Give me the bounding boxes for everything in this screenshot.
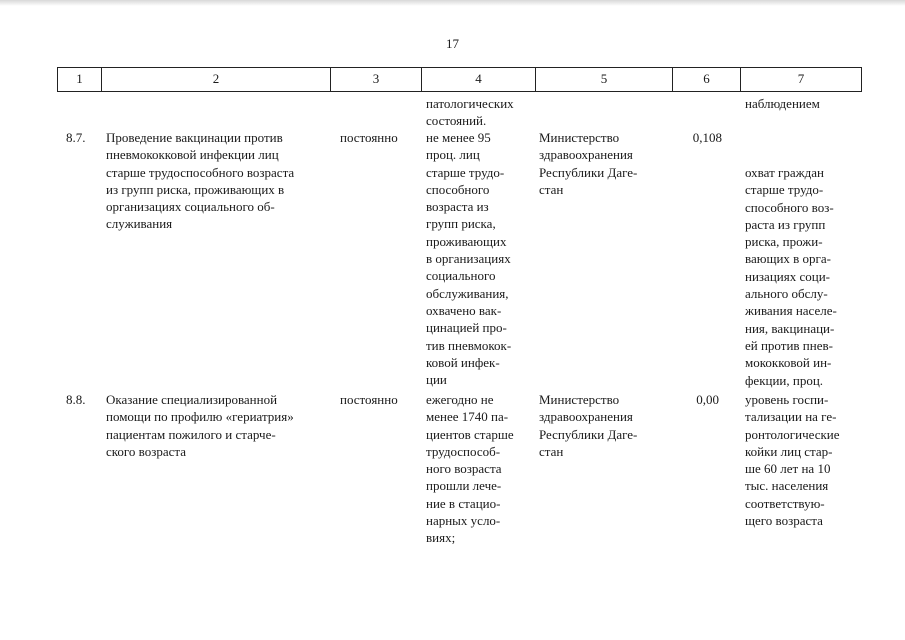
term-cell: постоянно: [340, 392, 398, 407]
text-line: помощи по профилю «гериатрия»: [106, 409, 294, 425]
text-line: низациях соци-: [745, 268, 830, 284]
text-line: нарных усло-: [426, 513, 501, 529]
text-line: циентов старше: [426, 426, 514, 442]
text-line: в организациях: [426, 251, 511, 267]
column-header-2: 2: [101, 68, 330, 91]
text-line: тив пневмокок-: [426, 337, 512, 353]
column-header-5: 5: [535, 68, 672, 91]
text-line: проживающих: [426, 233, 507, 249]
scan-edge: [0, 0, 905, 6]
page-number: 17: [446, 36, 459, 51]
text-line: риска, прожи-: [745, 234, 823, 250]
continuation-target-cell: [745, 95, 860, 112]
text-line: стан: [539, 181, 564, 197]
indicator-cell: [426, 129, 529, 388]
table-header-row: [57, 67, 862, 92]
text-line: старше трудо-: [426, 164, 505, 180]
text-line: ронтологические: [745, 426, 840, 442]
text-line: ции: [426, 372, 447, 388]
text-line: возраста из: [426, 199, 489, 215]
text-line: служивания: [106, 216, 173, 232]
row-number: 8.8.: [66, 392, 86, 407]
term-cell: постоянно: [340, 130, 398, 145]
text-line: тыс. населения: [745, 478, 829, 494]
row-number: 8.7.: [66, 130, 86, 145]
indicator-cell: [426, 391, 529, 547]
text-line: организациях социального об-: [106, 199, 275, 215]
text-line: вающих в орга-: [745, 251, 831, 267]
text-line: ние в стацио-: [426, 495, 501, 511]
text-line: охват граждан: [745, 165, 824, 180]
text-line: ежегодно не: [426, 392, 494, 407]
text-line: Министерство: [539, 130, 620, 145]
text-line: не менее 95: [426, 130, 491, 145]
continuation-indicator-cell: [426, 95, 529, 130]
text-line: соответствую-: [745, 495, 825, 511]
text-line: менее 1740 па-: [426, 409, 509, 425]
text-line: тализации на ге-: [745, 409, 837, 425]
text-line: способного воз-: [745, 199, 834, 215]
column-header-1: 1: [76, 71, 83, 86]
text-line: Проведение вакцинации против: [106, 130, 283, 145]
text-line: ше 60 лет на 10: [745, 461, 831, 477]
text-line: стан: [539, 443, 564, 459]
text-line: наблюдением: [745, 96, 820, 111]
text-line: живания населе-: [745, 303, 837, 319]
column-header-7: 7: [740, 68, 861, 91]
text-line: Республики Даге-: [539, 164, 638, 180]
funding-cell: 0,00: [696, 392, 719, 407]
text-line: Республики Даге-: [539, 426, 638, 442]
text-line: групп риска,: [426, 216, 496, 232]
text-line: уровень госпи-: [745, 392, 829, 407]
text-line: старше трудо-: [745, 182, 824, 198]
text-line: Министерство: [539, 392, 620, 407]
activity-cell: [106, 391, 325, 460]
text-line: трудоспособ-: [426, 443, 501, 459]
text-line: старше трудоспособного возраста: [106, 164, 295, 180]
text-line: проц. лиц: [426, 147, 480, 163]
text-line: здравоохранения: [539, 147, 633, 163]
text-line: койки лиц стар-: [745, 443, 833, 459]
text-line: мококковой ин-: [745, 355, 832, 371]
text-line: социального: [426, 268, 496, 284]
text-line: цинацией про-: [426, 320, 507, 336]
executor-cell: [539, 129, 666, 198]
text-line: щего возраста: [745, 513, 823, 529]
text-line: пневмококковой инфекции лиц: [106, 147, 279, 163]
column-header-6: 6: [672, 68, 740, 91]
target-cell: [745, 164, 856, 389]
text-line: ного возраста: [426, 461, 502, 477]
funding-cell: 0,108: [692, 130, 722, 145]
text-line: пациентам пожилого и старче-: [106, 426, 276, 442]
text-line: ского возраста: [106, 443, 187, 459]
text-line: из групп риска, проживающих в: [106, 181, 285, 197]
text-line: фекции, проц.: [745, 372, 824, 388]
executor-cell: [539, 391, 666, 460]
text-line: патологических: [426, 96, 514, 111]
text-line: ей против пнев-: [745, 337, 833, 353]
target-cell: [745, 391, 856, 529]
text-line: ального обслу-: [745, 286, 828, 302]
column-header-3: 3: [330, 68, 421, 91]
text-line: здравоохранения: [539, 409, 633, 425]
text-line: способного: [426, 181, 490, 197]
activity-cell: [106, 129, 325, 233]
text-line: обслуживания,: [426, 285, 509, 301]
text-line: охвачено вак-: [426, 302, 502, 318]
text-line: виях;: [426, 530, 456, 546]
text-line: раста из групп: [745, 216, 826, 232]
text-line: ния, вакцинаци-: [745, 320, 835, 336]
text-line: ковой инфек-: [426, 354, 500, 370]
text-line: прошли лече-: [426, 478, 502, 494]
text-line: Оказание специализированной: [106, 392, 278, 407]
column-header-4: 4: [421, 68, 535, 91]
text-line: состояний.: [426, 113, 487, 129]
